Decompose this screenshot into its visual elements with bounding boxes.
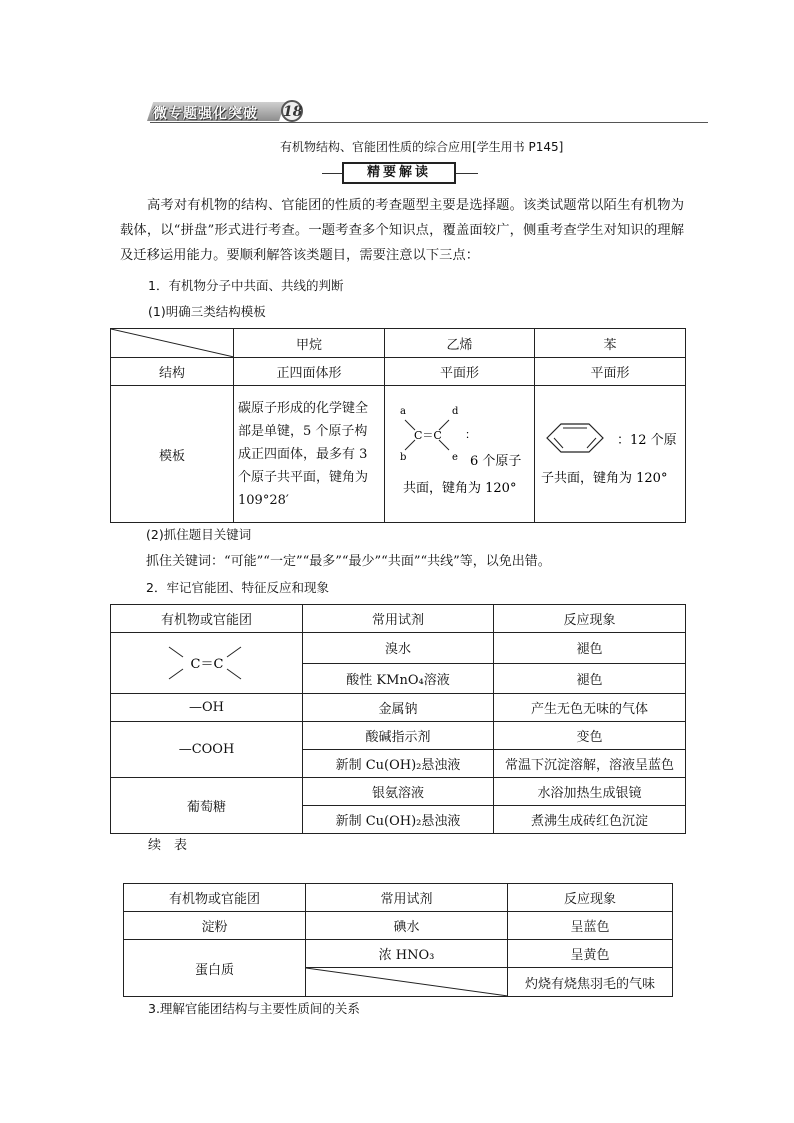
functional-group-table-continued: [123, 883, 673, 997]
reagent-cuoh2-1: 新制 Cu(OH)₂悬浊液: [303, 750, 494, 778]
intro-paragraph: [120, 193, 684, 268]
ethylene-text-1: 6 个原子: [470, 454, 522, 469]
banner-number: 18: [281, 100, 303, 122]
group-hydroxyl: —OH: [111, 694, 303, 722]
diagonal-line: [111, 329, 234, 357]
col-ethylene: 乙烯: [385, 329, 535, 358]
phenomenon-color-change: 变色: [494, 722, 686, 750]
section-banner: [147, 100, 307, 122]
benzene-template-cell: [535, 386, 686, 523]
reagent-silver-ammonia: 银氨溶液: [303, 778, 494, 806]
badge-label: 精要解读: [342, 162, 456, 184]
section2-title: 2．牢记官能团、特征反应和现象: [146, 580, 329, 595]
structure-benzene: 平面形: [535, 358, 686, 386]
benzene-text-1: ：12 个原: [617, 433, 677, 448]
reagent-iodine: 碘水: [306, 912, 508, 940]
section3-title: 3.理解官能团结构与主要性质间的关系: [148, 1001, 360, 1016]
alkene-label: C＝C: [190, 657, 224, 672]
atom-e: e: [452, 452, 458, 463]
phenomenon-silver-mirror: 水浴加热生成银镜: [494, 778, 686, 806]
header-group: 有机物或官能团: [111, 605, 303, 633]
ethylene-colon: ：: [465, 428, 476, 441]
intro-text: 高考对有机物的结构、官能团的性质的考查题型主要是选择题。该类试题常以陌生有机物为载体，以“拼盘”形式进行考查。一题考查多个知识点，覆盖面较广，侧重考查学生对知识的理解及迁移运用能力。要顺利解答该类题目，需要注意以下三点：: [120, 198, 684, 263]
phenomenon-yellow: 呈黄色: [508, 940, 673, 968]
structure-ethylene: 平面形: [385, 358, 535, 386]
atom-d: d: [452, 406, 459, 417]
reagent-empty-diagonal: [306, 968, 508, 997]
group-starch: 淀粉: [124, 912, 306, 940]
phenomenon-dissolve-blue: 常温下沉淀溶解，溶液呈蓝色: [494, 750, 686, 778]
reagent-bromine-water: 溴水: [303, 633, 494, 664]
phenomenon-gas: 产生无色无味的气体: [494, 694, 686, 722]
section1-sub2: (2)抓住题目关键词: [146, 527, 252, 542]
header-reagent: 常用试剂: [303, 605, 494, 633]
structure-methane: 正四面体形: [234, 358, 385, 386]
phenomenon-burnt-feather: 灼烧有烧焦羽毛的气味: [508, 968, 673, 997]
group-protein: 蛋白质: [124, 940, 306, 997]
keywords-line: 抓住关键词：“可能”“一定”“最多”“最少”“共面”“共线”等，以免出错。: [146, 554, 551, 569]
col-methane: 甲烷: [234, 329, 385, 358]
header-rule: [150, 122, 708, 123]
diagonal-header-cell: [111, 329, 234, 358]
structure-template-table: [110, 328, 686, 523]
continued-label: 续 表: [148, 838, 188, 853]
double-bond-label: C＝C: [414, 429, 442, 442]
phenomenon-brick-red: 煮沸生成砖红色沉淀: [494, 806, 686, 834]
key-reading-badge: [322, 162, 478, 186]
methane-template-text: 碳原子形成的化学键全部是单键，5 个原子构成正四面体，最多有 3 个原子共平面，键角为 109°28′: [234, 386, 385, 523]
header-phenomenon: 反应现象: [494, 605, 686, 633]
header-group-2: 有机物或官能团: [124, 884, 306, 912]
ethylene-structure-diagram: [385, 386, 535, 522]
diagonal-line-2: [306, 968, 508, 996]
phenomenon-decolor-1: 褪色: [494, 633, 686, 664]
reagent-indicator: 酸碱指示剂: [303, 722, 494, 750]
row-structure-label: 结构: [111, 358, 234, 386]
benzene-text-2: 子共面，键角为 120°: [541, 471, 668, 486]
alkene-structure-diagram: [111, 633, 303, 693]
group-glucose: 葡萄糖: [111, 778, 303, 834]
section1-sub1: (1)明确三类结构模板: [148, 304, 266, 319]
reagent-hno3: 浓 HNO₃: [306, 940, 508, 968]
page-subtitle: 有机物结构、官能团性质的综合应用[学生用书 P145]: [280, 140, 564, 154]
row-template-label: 模板: [111, 386, 234, 523]
reagent-cuoh2-2: 新制 Cu(OH)₂悬浊液: [303, 806, 494, 834]
benzene-structure-diagram: [535, 386, 686, 522]
reagent-kmno4: 酸性 KMnO₄溶液: [303, 663, 494, 694]
col-benzene: 苯: [535, 329, 686, 358]
ethylene-text-2: 共面，键角为 120°: [403, 481, 517, 496]
section1-title: 1．有机物分子中共面、共线的判断: [148, 278, 344, 293]
reagent-sodium: 金属钠: [303, 694, 494, 722]
functional-group-table: [110, 604, 686, 834]
atom-a: a: [400, 406, 406, 417]
atom-b: b: [400, 452, 407, 463]
header-phenomenon-2: 反应现象: [508, 884, 673, 912]
banner-title: 微专题强化突破: [153, 106, 258, 122]
ethylene-template-cell: [385, 386, 535, 523]
phenomenon-blue: 呈蓝色: [508, 912, 673, 940]
phenomenon-decolor-2: 褪色: [494, 663, 686, 694]
group-carboxyl: —COOH: [111, 722, 303, 778]
header-reagent-2: 常用试剂: [306, 884, 508, 912]
alkene-cell: [111, 633, 303, 694]
